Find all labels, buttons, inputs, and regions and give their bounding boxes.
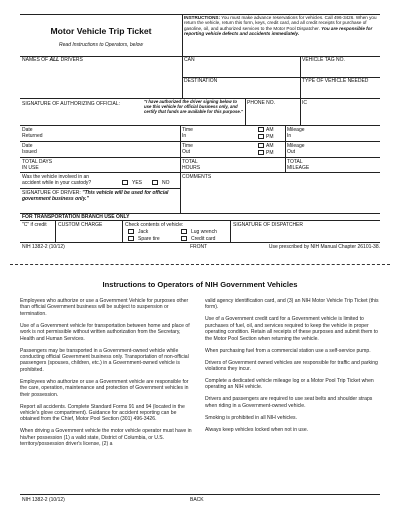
time-in-pm-checkbox[interactable] [258,134,264,139]
instruction-paragraph: Passengers may be transported in a Government-owned vehicle while conducting official Government business only. Transportation of non-official passengers (spouses, children, etc.) in a Government-owned vehicle is prohibited. [20,347,189,373]
total-mileage-line2: MILEAGE [287,165,310,171]
names-label-all: ALL [49,57,60,63]
c-if-credit-label: "C" if credit [22,222,47,228]
names-of-drivers-field[interactable] [21,64,181,97]
driver-signature-note: "This vehicle will be used for official government business only." [22,190,169,202]
total-hours-label [182,159,200,171]
mileage-in-line2: In [287,133,292,139]
accident-question-line1: Was the vehicle involved in an [22,174,90,180]
lug-wrench-label: Lug wrench [191,229,217,235]
total-mileage-line1: TOTAL [287,159,303,165]
ic-label: IC [302,100,307,106]
credit-card-label: Credit card [191,236,216,242]
date-issued-line2: Issued [22,149,37,155]
jack-label: Jack [138,229,149,235]
check-contents-label: Check contents of vehicle: [125,222,184,228]
mileage-in-line1: Mileage [287,127,305,133]
time-out-pm-checkbox[interactable] [258,150,264,155]
accident-yes-checkbox[interactable] [122,180,128,185]
instruction-paragraph: Report all accidents. Complete Standard Forms 91 and 94 (located in the vehicle's glove compartment). Guidance for accident reporting can be obtained from the Chief, Motor Pool Section (301) 496-3426. [20,403,185,423]
back-label: BACK [190,497,204,503]
names-of-drivers-label [22,57,83,63]
mileage-in-label [287,127,305,139]
accident-yes-label: YES [132,180,143,186]
instruction-paragraph: Always keep vehicles locked when not in use. [205,426,309,433]
instructions-emphasis: You are responsible for reporting vehicle defects and accidents immediately. [184,25,373,37]
front-label: FRONT [190,244,208,250]
instruction-paragraph: Employees who authorize or use a Government Vehicle for purposes other than official Government business will be subject to suspension or termination. [20,298,189,317]
total-hours-line1: TOTAL [182,159,198,165]
dispatcher-signature-label: SIGNATURE OF DISPATCHER [233,222,304,228]
accident-question [22,174,91,186]
instruction-paragraph: valid agency identification card, and (3) an NIH Motor Vehicle Trip Ticket (this form). [205,298,379,311]
time-out-am-label: AM [266,143,274,149]
prescribed-note: Use prescribed by NIH Manual Chapter 26101-38. [268,244,380,250]
time-in-am-checkbox[interactable] [258,127,264,132]
instruction-paragraph: Use of a Government credit card for a Government vehicle is limited to purchases of fuel, oil, and services required to keep the vehicle in proper operating condition. Retain all receipts of these purposes and submit them to the Motor Pool Section when returning the vehicle. [205,316,379,342]
instruction-paragraph: Drivers and passengers are required to use seat belts and shoulder straps when riding in a Government-owned vehicle. [205,396,373,409]
comments-field[interactable] [181,181,379,212]
lug-wrench-checkbox[interactable] [181,229,187,234]
time-in-line2: In [182,133,187,139]
names-label-part: NAMES OF [22,57,49,63]
authorizing-certification-note: "I have authorized the driver signing below to use this vehicle for official business only, and certify that funds are available for this purpose." [144,99,243,114]
time-out-label [182,143,193,155]
instruction-paragraph: Complete a dedicated vehicle mileage log or a Motor Pool Trip Ticket when operating an NIH vehicle. [205,378,374,391]
branch-use-header: FOR TRANSPORTATION BRANCH USE ONLY [22,214,130,220]
total-mileage-label [287,159,309,171]
accident-no-label: NO [162,180,170,186]
custom-charge-label: CUSTOM CHARGE [58,222,103,228]
can-label: CAN [184,57,195,63]
date-returned-label [22,127,43,139]
destination-label: DESTINATION [184,78,218,84]
time-in-line1: Time [182,127,193,133]
time-in-am-label: AM [266,127,274,133]
driver-signature-label [22,190,180,202]
back-form-number: NIH 1382-2 (10/12) [22,497,65,503]
time-out-line2: Out [182,149,191,155]
mileage-out-line2: Out [287,149,296,155]
authorizing-signature-label: SIGNATURE OF AUTHORIZING OFFICIAL: [22,101,120,107]
instruction-paragraph: When purchasing fuel from a commercial station use a self-service pump. [205,347,371,354]
spare-tire-checkbox[interactable] [128,236,134,241]
date-returned-line1: Date [22,127,33,133]
vehicle-tag-label: VEHICLE TAG NO. [302,57,345,63]
jack-checkbox[interactable] [128,229,134,234]
instruction-paragraph: Use of a Government vehicle for transportation between home and place of work is not permissible without written authorization from the Secretary, Health and Human Services. [20,322,190,342]
instruction-paragraph: Smoking is prohibited in all NIH vehicles. [205,414,298,421]
date-returned-line2: Returned [22,133,43,139]
instructions-text: You must make advance reservations for vehicles. Call 496-3426. When you return the vehicle, return this form, keys, credit card, and all credit receipts for purchase of gasoline, oil, and authorized services to the Motor Pool Dispatcher. [184,15,377,31]
time-in-label [182,127,193,139]
phone-label: PHONE NO. [247,100,276,106]
mileage-out-line1: Mileage [287,143,305,149]
total-days-label [22,159,52,171]
credit-card-checkbox[interactable] [181,236,187,241]
instruction-paragraph: When driving a Government vehicle the motor vehicle operator must have in his/her possession (1) a valid state, District of Columbia, or U.S. territory/possession driver's license, (2) a [20,428,192,448]
instructions-right-column [205,298,381,439]
instructions-block [184,15,380,37]
instructions-heading: Instructions to Operators of NIH Government Vehicles [102,280,298,289]
read-instructions-note: Read Instructions to Operators, below [59,42,143,48]
mileage-out-label [287,143,305,155]
total-days-line2: IN USE [22,165,39,171]
total-days-line1: TOTAL DAYS [22,159,53,165]
instruction-paragraph: Employees who authorize or use a Government vehicle are responsible for the care, operation, maintenance and protection of Government vehicles in their possession. [20,378,189,398]
instructions-label: INSTRUCTIONS: [184,15,220,20]
spare-tire-label: Spare tire [138,236,160,242]
accident-no-checkbox[interactable] [152,180,158,185]
total-hours-line2: HOURS [182,165,201,171]
type-vehicle-label: TYPE OF VEHICLE NEEDED [302,78,369,84]
comments-label: COMMENTS [182,174,212,180]
time-out-am-checkbox[interactable] [258,143,264,148]
time-out-pm-label: PM [266,150,274,156]
time-in-pm-label: PM [266,134,274,140]
accident-question-line2: accident while in your custody? [22,180,92,186]
names-label-part: DRIVERS [60,57,83,63]
date-issued-line1: Date [22,143,33,149]
instruction-paragraph: Drivers of Government owned vehicles are responsible for traffic and parking violations they incur. [205,359,378,373]
date-issued-label [22,143,37,155]
front-form-number: NIH 1382-2 (10/12) [22,244,65,250]
cut-line [10,264,390,265]
driver-signature-label-text: SIGNATURE OF DRIVER: [22,190,81,196]
instructions-left-column [20,298,195,453]
time-out-line1: Time [182,143,193,149]
form-title: Motor Vehicle Trip Ticket [50,26,152,36]
